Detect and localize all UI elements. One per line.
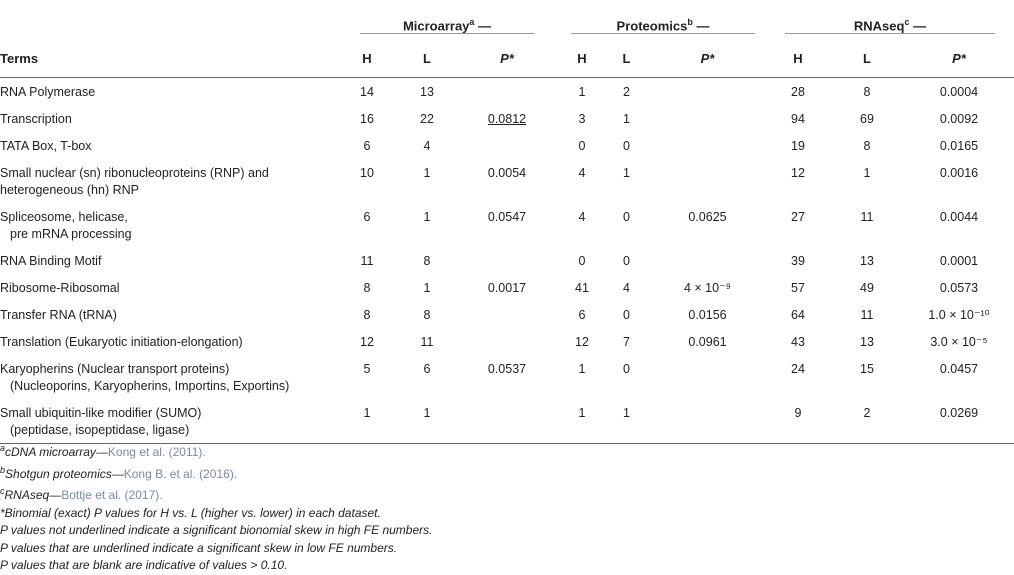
- p-value-cell: 0.0016: [939, 166, 979, 180]
- h-value-cell: 24: [791, 362, 805, 376]
- p-value-cell: [454, 247, 560, 274]
- h-value-cell: 1: [578, 362, 586, 376]
- h-value-cell: 12: [575, 335, 589, 349]
- col-p: P*: [649, 40, 766, 78]
- h-value-cell: 64: [791, 308, 805, 322]
- term-label-continued: heterogeneous (hn) RNP: [0, 183, 139, 197]
- p-value-cell: 0.0001: [939, 254, 979, 268]
- table-row: [0, 399, 1014, 444]
- footnote-c: $^c$RNAseq—Bottje et al. (2017).: [0, 486, 163, 502]
- l-value-cell: 13: [420, 85, 434, 99]
- term-cell: [0, 328, 334, 355]
- h-value-cell: 14: [360, 85, 374, 99]
- col-terms: Terms: [0, 40, 334, 78]
- p-value-cell: [649, 78, 766, 106]
- l-value-cell: 11: [860, 210, 874, 224]
- l-value-cell: 4: [623, 281, 630, 295]
- l-value-cell: 0: [623, 210, 630, 224]
- term-cell: [0, 399, 334, 444]
- h-value-cell: 19: [791, 139, 805, 153]
- h-value-cell: 4: [578, 166, 586, 180]
- group-proteomics: Proteomics$^b$ —: [560, 0, 766, 40]
- l-value-cell: 1: [623, 166, 630, 180]
- h-value-cell: 8: [363, 281, 371, 295]
- l-value-cell: 8: [863, 85, 871, 99]
- l-value-cell: 7: [623, 335, 630, 349]
- term-label: RNA Binding Motif: [0, 254, 102, 268]
- table-row: [0, 328, 1014, 355]
- l-value-cell: 0: [623, 308, 630, 322]
- p-value-cell: 0.0156: [688, 308, 727, 322]
- l-value-cell: 1: [623, 112, 630, 126]
- h-value-cell: 11: [360, 254, 374, 268]
- l-value-cell: 22: [420, 112, 434, 126]
- term-label: Translation (Eukaryotic initiation-elongation): [0, 335, 243, 349]
- l-value-cell: 1: [400, 399, 454, 444]
- l-value-cell: 49: [860, 281, 874, 295]
- l-value-cell: 15: [860, 362, 874, 376]
- l-value-cell: 2: [830, 399, 904, 444]
- term-cell: [0, 274, 334, 301]
- p-value-cell: [649, 399, 766, 444]
- p-value-cell: [649, 105, 766, 132]
- p-value-cell: [454, 399, 560, 444]
- col-h: H: [560, 40, 604, 78]
- h-value-cell: 3: [578, 112, 586, 126]
- col-h: H: [766, 40, 830, 78]
- term-label: Small nuclear (sn) ribonucleoproteins (RNP) and: [0, 166, 269, 180]
- h-value-cell: 39: [791, 254, 805, 268]
- term-label-continued: (peptidase, isopeptidase, ligase): [10, 423, 190, 437]
- l-value-cell: 0: [623, 139, 630, 153]
- p-value-cell: [454, 328, 560, 355]
- p-value-cell: 0.0547: [487, 210, 527, 224]
- l-value-cell: 1: [423, 166, 431, 180]
- term-label: Karyopherins (Nuclear transport proteins): [0, 362, 230, 376]
- term-cell: [0, 105, 334, 132]
- h-value-cell: 5: [363, 362, 371, 376]
- p-value-cell: 0.0573: [939, 281, 979, 295]
- h-value-cell: 57: [791, 281, 805, 295]
- p-value-cell: 0.0044: [939, 210, 979, 224]
- p-value-cell: 0.0457: [939, 362, 979, 376]
- table-row: [0, 274, 1014, 301]
- l-value-cell: 69: [860, 112, 874, 126]
- h-value-cell: 8: [363, 308, 371, 322]
- p-value-cell: 0.0054: [487, 166, 527, 180]
- p-value-cell: [649, 355, 766, 399]
- table-row: [0, 203, 1014, 247]
- p-value-cell: [649, 159, 766, 203]
- h-value-cell: 28: [791, 85, 805, 99]
- h-value-cell: 94: [791, 112, 805, 126]
- h-value-cell: 1: [560, 399, 604, 444]
- table-row: [0, 78, 1014, 106]
- l-value-cell: 11: [860, 308, 874, 322]
- h-value-cell: 6: [363, 139, 371, 153]
- l-value-cell: 8: [423, 308, 431, 322]
- term-label: Small ubiquitin-like modifier (SUMO): [0, 406, 202, 420]
- term-cell: [0, 247, 334, 274]
- p-value-cell: 0.0961: [688, 335, 727, 349]
- l-value-cell: 6: [423, 362, 431, 376]
- table-row: [0, 355, 1014, 399]
- h-value-cell: 10: [360, 166, 374, 180]
- col-h: H: [334, 40, 400, 78]
- h-value-cell: 0: [578, 254, 586, 268]
- term-label: TATA Box, T-box: [0, 139, 92, 153]
- p-value-cell: 0.0004: [939, 85, 979, 99]
- p-value-cell: [454, 132, 560, 159]
- col-p: P*: [904, 40, 1014, 78]
- l-value-cell: 1: [423, 281, 431, 295]
- term-label: RNA Polymerase: [0, 85, 96, 99]
- term-label-continued: (Nucleoporins, Karyopherins, Importins, Exportins): [10, 379, 290, 393]
- p-value-cell: 0.0537: [487, 362, 527, 376]
- table-row: [0, 247, 1014, 274]
- footnote-b: $^b$Shotgun proteomics—Kong B. et al. (2016).: [0, 464, 238, 481]
- l-value-cell: 8: [863, 139, 871, 153]
- p-value-cell: 4 × 10⁻⁹: [683, 281, 732, 295]
- term-label: Spliceosome, helicase,: [0, 210, 128, 224]
- col-l: L: [830, 40, 904, 78]
- p-value-cell: 3.0 × 10⁻⁵: [930, 335, 988, 349]
- group-rnaseq: RNAseq$^c$ —: [766, 0, 1014, 40]
- l-value-cell: 1: [423, 210, 431, 224]
- term-cell: [0, 132, 334, 159]
- h-value-cell: 1: [334, 399, 400, 444]
- l-value-cell: 11: [420, 335, 434, 349]
- h-value-cell: 41: [575, 281, 589, 295]
- table-row: [0, 159, 1014, 203]
- term-cell: [0, 355, 334, 399]
- footnote-star: *Binomial (exact) P values for H vs. L (higher vs. lower) in each dataset.: [0, 505, 381, 520]
- h-value-cell: 6: [363, 210, 371, 224]
- col-p: P*: [454, 40, 560, 78]
- term-label-continued: pre mRNA processing: [10, 227, 132, 241]
- table-row: [0, 132, 1014, 159]
- p-value-cell: [649, 132, 766, 159]
- p-value-cell: 0.0625: [688, 210, 727, 224]
- h-value-cell: 6: [578, 308, 586, 322]
- h-value-cell: 43: [791, 335, 805, 349]
- p-value-cell: 0.0269: [904, 399, 1014, 444]
- l-value-cell: 8: [423, 254, 431, 268]
- h-value-cell: 0: [578, 139, 586, 153]
- l-value-cell: 13: [860, 335, 874, 349]
- group-header-row: [0, 0, 1014, 40]
- p-value-cell: 0.0812: [487, 112, 527, 126]
- h-value-cell: 12: [791, 166, 805, 180]
- footnote-2: P values that are underlined indicate a significant skew in low FE numbers.: [0, 540, 398, 555]
- term-cell: [0, 203, 334, 247]
- term-cell: [0, 159, 334, 203]
- l-value-cell: 1: [863, 166, 871, 180]
- h-value-cell: 1: [578, 85, 586, 99]
- term-label: Ribosome-Ribosomal: [0, 281, 120, 295]
- table-footnotes: [0, 440, 432, 575]
- p-value-cell: 0.0017: [487, 281, 527, 295]
- p-value-cell: [649, 247, 766, 274]
- l-value-cell: 1: [604, 399, 649, 444]
- footnote-3: P values that are blank are indicative of values > 0.10.: [0, 558, 288, 572]
- h-value-cell: 16: [360, 112, 374, 126]
- l-value-cell: 13: [860, 254, 874, 268]
- p-value-cell: [454, 301, 560, 328]
- term-cell: [0, 301, 334, 328]
- p-value-cell: [454, 78, 560, 106]
- l-value-cell: 4: [423, 139, 431, 153]
- term-label: Transcription: [0, 112, 72, 126]
- term-label: Transfer RNA (tRNA): [0, 308, 117, 322]
- h-value-cell: 27: [791, 210, 805, 224]
- column-header-row: [0, 40, 1014, 78]
- l-value-cell: 0: [623, 254, 630, 268]
- p-value-cell: 0.0092: [939, 112, 979, 126]
- h-value-cell: 12: [360, 335, 374, 349]
- h-value-cell: 4: [578, 210, 586, 224]
- footnote-a: $^a$cDNA microarray—Kong et al. (2011).: [0, 443, 206, 459]
- l-value-cell: 0: [623, 362, 630, 376]
- table-row: [0, 105, 1014, 132]
- p-value-cell: 0.0165: [939, 139, 979, 153]
- col-l: L: [604, 40, 649, 78]
- col-l: L: [400, 40, 454, 78]
- h-value-cell: 9: [766, 399, 830, 444]
- term-cell: [0, 78, 334, 106]
- p-value-cell: 1.0 × 10⁻¹⁰: [928, 308, 990, 322]
- group-microarray: Microarray$^a$ —: [334, 0, 560, 40]
- table-row: [0, 301, 1014, 328]
- l-value-cell: 2: [623, 85, 630, 99]
- footnote-1: P values not underlined indicate a significant bionomial skew in high FE numbers.: [0, 523, 433, 537]
